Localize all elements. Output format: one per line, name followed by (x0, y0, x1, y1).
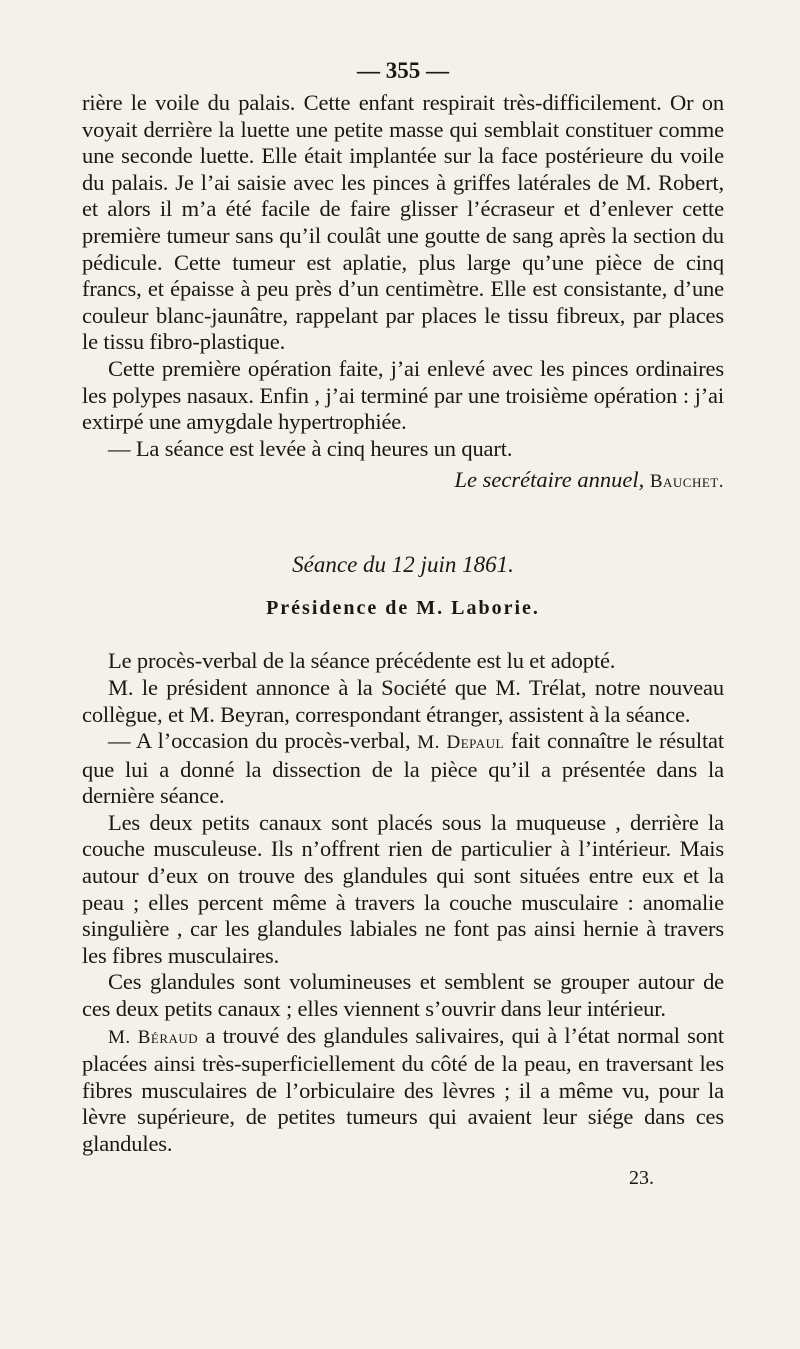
paragraph-petits-canaux: Les deux petits canaux sont placés sous la muqueuse , derrière la couche musculeuse. Ils n’offrent rien de particulier à l’intérieur. Mais autour d’eux on trouve des glandules qui sont situées entre eux et la peau ; elles percent même à travers la couche musculaire : anomalie singulière , car les glandules labiales ne font pas ainsi hernie à travers les fibres musculaires. (82, 809, 724, 968)
secretary-role: Le secrétaire annuel, (454, 467, 645, 493)
seance-title: Séance du 12 juin 1861. (292, 552, 514, 578)
presidence-heading: Présidence de M. Laborie. (266, 597, 540, 620)
paragraph-beraud (82, 1023, 724, 1158)
depaul-text: fait connaître le résultat que lui a donné la dissection de la pièce qu’il a présentée dans la dernière séance. (82, 728, 724, 809)
depaul-name: M. Depaul (417, 732, 504, 754)
paragraph-glandules: Ces glandules sont volumineuses et semblent se grouper autour de ces deux petits canaux ; elles viennent s’ouvrir dans leur intérieur. (82, 969, 724, 1022)
depaul-prefix: — A l’occasion du procès-verbal, (108, 728, 411, 754)
paragraph-proces-verbal: Le procès-verbal de la séance précédente est lu et adopté. (108, 648, 616, 674)
paragraph-continued: rière le voile du palais. Cette enfant respirait très-difficilement. Or on voyait derrière la luette une petite masse qui semblait constituer comme une seconde luette. Elle était implantée sur la face postérieure du voile du palais. Je l’ai saisie avec les pinces à griffes latérales de M. Robert, et alors il m’a été facile de faire glisser l’écraseur et d’enlever cette première tumeur sans qu’il coulât une goutte de sang après la section du pédicule. Cette tumeur est aplatie, plus large qu’une pièce de cinq francs, et épaisse à peu près d’un centimètre. Elle est consistante, d’une couleur blanc-jaunâtre, rappelant par places le tissu fibreux, par places le tissu fibro-plastique. (82, 90, 724, 355)
paragraph-president-annonce: M. le président annonce à la Société que M. Trélat, notre nouveau collègue, et M. Beyran, correspondant étranger, assistent à la séance. (82, 674, 724, 727)
document-page (82, 56, 724, 1192)
secretary-signature (82, 466, 724, 496)
secretary-name: Bauchet. (649, 471, 724, 493)
signature-mark: 23. (629, 1166, 654, 1189)
beraud-name: M. Béraud (108, 1026, 199, 1048)
page-number: — 355 — (357, 58, 449, 83)
beraud-text: a trouvé des glandules salivaires, qui à l’état normal sont placées ainsi très-superficiellement du côté de la peau, en traversant les fibres musculaires de l’orbiculaire des lèvres ; il a même vu, pour la lèvre supérieure, de petites tumeurs qui avaient leur siége dans ces glandules. (82, 1022, 724, 1156)
paragraph-depaul (82, 728, 724, 810)
paragraph-operation: Cette première opération faite, j’ai enlevé avec les pinces ordinaires les polypes nasaux. Enfin , j’ai terminé par une troisième opération : j’ai extirpé une amygdale hypertrophiée. (82, 355, 724, 435)
paragraph-seance-levee: — La séance est levée à cinq heures un quart. (108, 435, 513, 461)
